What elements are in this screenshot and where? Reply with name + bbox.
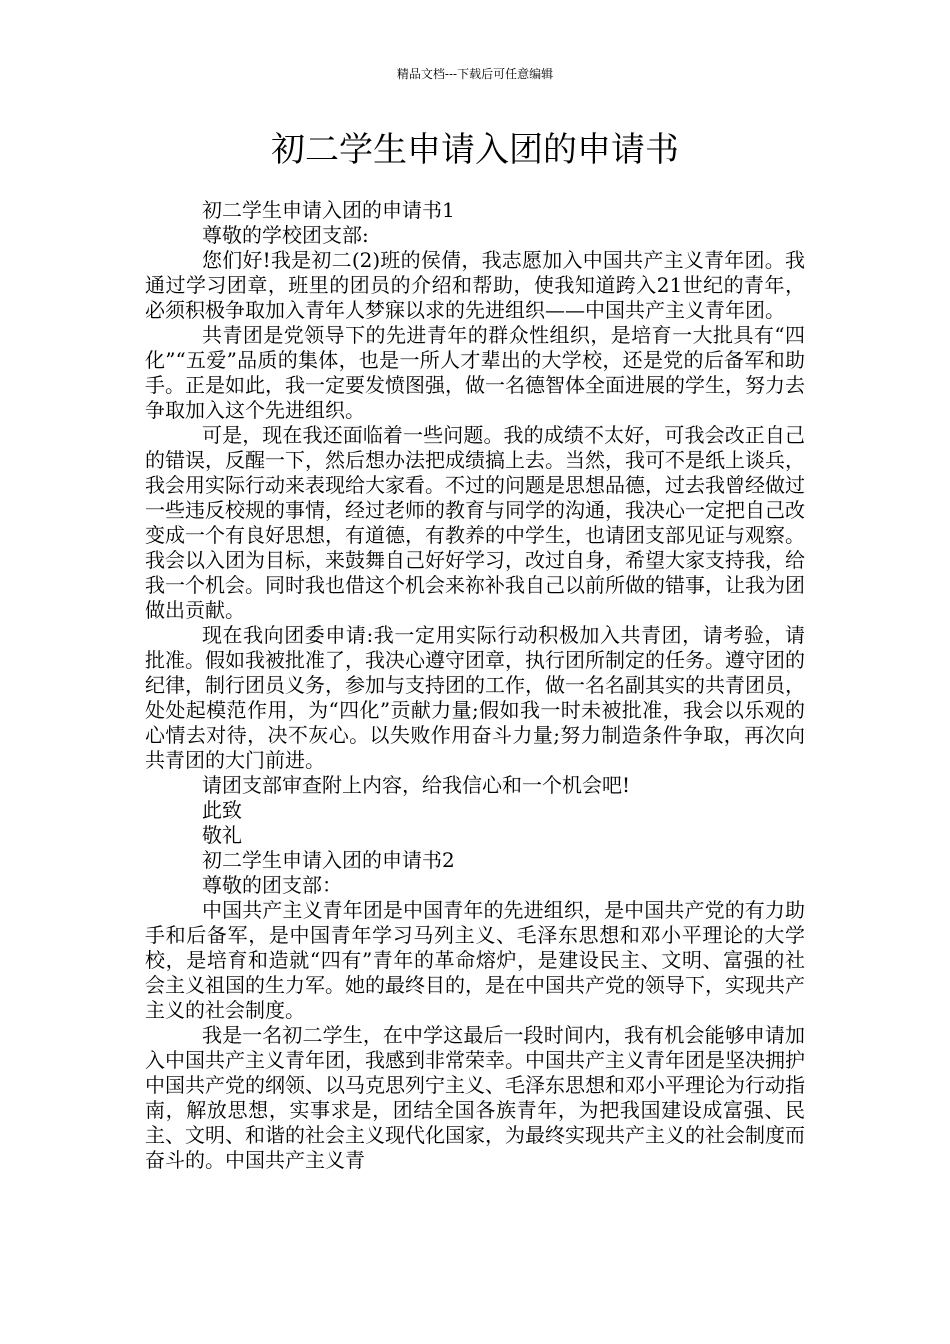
body-paragraph: 共青团是党领导下的先进青年的群众性组织，是培育一大批具有“四化”“五爱”品质的集体，也是一所人才辈出的大学校，还是党的后备军和助手。正是如此，我一定要发愤图强，做一名德智体全面进展的学生，努力去争取加入这个先进组织。 xyxy=(145,323,805,422)
body-paragraph: 我是一名初二学生，在中学这最后一段时间内，我有机会能够申请加入中国共产主义青年团，我感到非常荣幸。中国共产主义青年团是坚决拥护中国共产党的纲领、以马克思列宁主义、毛泽东思想和邓小平理论为行动指南，解放思想，实事求是，团结全国各族青年，为把我国建设成富强、民主、文明、和谐的社会主义现代化国家，为最终实现共产主义的社会制度而奋斗的。中国共产主义青 xyxy=(145,1023,805,1172)
closing-line: 此致 xyxy=(202,798,242,822)
document-title: 初二学生申请入团的申请书 xyxy=(271,130,679,170)
body-paragraph: 可是，现在我还面临着一些问题。我的成绩不太好，可我会改正自己的错误，反醒一下，然后想办法把成绩搞上去。当然，我可不是纸上谈兵，我会用实际行动来表现给大家看。不过的问题是思想品德，过去我曾经做过一些违反校规的事情，经过老师的教育与同学的沟通，我决心一定把自己改变成一个有良好思想，有道德，有教养的中学生，也请团支部见证与观察。我会以入团为目标，来鼓舞自己好好学习，改过自身，希望大家支持我，给我一个机会。同时我也借这个机会来祢补我自己以前所做的错事，让我为团做出贡献。 xyxy=(145,423,805,622)
salutation: 尊敬的学校团支部: xyxy=(202,223,369,247)
closing-line: 敬礼 xyxy=(202,823,242,847)
body-paragraph: 您们好!我是初二(2)班的侯倩，我志愿加入中国共产主义青年团。我通过学习团章，班里的团员的介绍和帮助，使我知道跨入21世纪的青年，必须积极争取加入青年人梦寐以求的先进组织——中国共产主义青年团。 xyxy=(145,248,805,322)
salutation: 尊敬的团支部： xyxy=(202,873,342,897)
body-paragraph: 中国共产主义青年团是中国青年的先进组织，是中国共产党的有力助手和后备军，是中国青年学习马列主义、毛泽东思想和邓小平理论的大学校，是培育和造就“四有”青年的革命熔炉，是建设民主、文明、富强的社会主义祖国的生力军。她的最终目的，是在中国共产党的领导下，实现共产主义的社会制度。 xyxy=(145,898,805,1022)
header-note: 精品文档---下载后可任意编辑 xyxy=(396,67,554,81)
section-heading-1: 初二学生申请入团的申请书1 xyxy=(202,198,455,222)
body-paragraph: 现在我向团委申请:我一定用实际行动积极加入共青团，请考验，请批准。假如我被批准了，我决心遵守团章，执行团所制定的任务。遵守团的纪律，制行团员义务，参加与支持团的工作，做一名名副其实的共青团员，处处起模范作用，为“四化”贡献力量;假如我一时未被批准，我会以乐观的心情去对待，决不灰心。以失败作用奋斗力量;努力制造条件争取，再次向共青团的大门前进。 xyxy=(145,623,805,772)
section-heading-2: 初二学生申请入团的申请书2 xyxy=(202,848,455,872)
document-body xyxy=(145,198,805,1173)
body-paragraph: 请团支部审查附上内容，给我信心和一个机会吧! xyxy=(202,773,631,797)
